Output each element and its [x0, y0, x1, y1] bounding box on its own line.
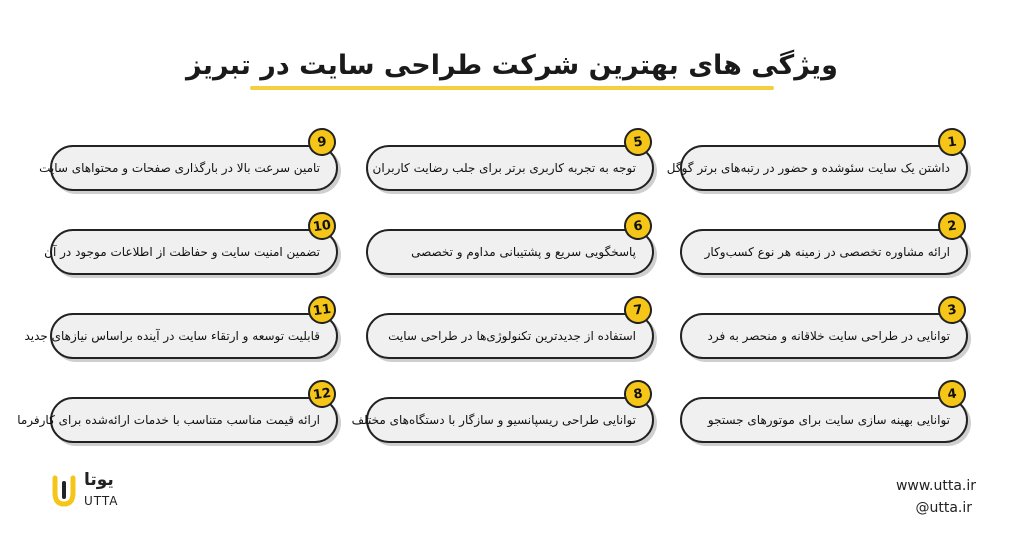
feature-number-badge: 6 — [622, 210, 654, 242]
feature-text: تضمین امنیت سایت و حفاظت از اطلاعات موجود در آن — [44, 245, 320, 259]
feature-card-12 — [17, 397, 338, 443]
feature-number-badge: 7 — [622, 294, 654, 326]
feature-number-badge: 4 — [936, 378, 968, 410]
brand-name-en: UTTA — [84, 494, 119, 508]
feature-card-2 — [680, 229, 968, 275]
feature-text: توانایی طراحی ریسپانسیو و سازگار با دستگاه‌های مختلف — [351, 413, 636, 427]
feature-card-3 — [680, 313, 968, 359]
feature-number-badge: 3 — [936, 294, 968, 326]
feature-number-badge: 9 — [306, 126, 338, 158]
feature-number-badge: 1 — [936, 126, 968, 158]
brand-name-fa: یوتا — [84, 470, 114, 490]
feature-text: تامین سرعت بالا در بارگذاری صفحات و محتواهای سایت — [39, 161, 320, 175]
feature-card-8 — [351, 397, 654, 443]
feature-number-badge: 2 — [936, 210, 968, 242]
feature-card-7 — [366, 313, 654, 359]
feature-card-1 — [666, 145, 968, 191]
feature-text: توانایی بهینه سازی سایت برای موتورهای جستجو — [707, 413, 950, 427]
feature-card-10 — [44, 229, 338, 275]
feature-number-badge: 8 — [622, 378, 654, 410]
feature-number-badge: 5 — [622, 126, 654, 158]
social-handle: @utta.ir — [915, 500, 972, 516]
feature-card-6 — [366, 229, 654, 275]
feature-text: ارائه قیمت مناسب متناسب با خدمات ارائه‌شده برای کارفرما — [17, 413, 320, 427]
title-underline — [250, 86, 774, 90]
page-title: ویژگی های بهترین شرکت طراحی سایت در تبریز — [186, 50, 838, 81]
feature-text: داشتن یک سایت سئوشده و حضور در رتبه‌های برتر گوگل — [666, 161, 950, 175]
utta-logo-icon — [52, 475, 76, 507]
feature-card-11 — [24, 313, 338, 359]
feature-number-badge: 12 — [306, 378, 338, 410]
feature-text: ارائه مشاوره تخصصی در زمینه هر نوع کسب‌وکار — [704, 245, 950, 259]
feature-text: استفاده از جدیدترین تکنولوژی‌ها در طراحی سایت — [388, 329, 636, 343]
feature-number-badge: 11 — [306, 294, 338, 326]
website-url: www.utta.ir — [895, 478, 976, 494]
feature-text: توانایی در طراحی سایت خلاقانه و منحصر به فرد — [707, 329, 950, 343]
feature-number-badge: 10 — [306, 210, 338, 242]
feature-card-4 — [680, 397, 968, 443]
feature-text: پاسخگویی سریع و پشتیبانی مداوم و تخصصی — [411, 245, 636, 259]
feature-card-5 — [366, 145, 654, 191]
feature-text: قابلیت توسعه و ارتقاء سایت در آینده براساس نیازهای جدید — [24, 329, 320, 343]
feature-card-9 — [39, 145, 338, 191]
feature-text: توجه به تجربه کاربری برتر برای جلب رضایت کاربران — [372, 161, 636, 175]
